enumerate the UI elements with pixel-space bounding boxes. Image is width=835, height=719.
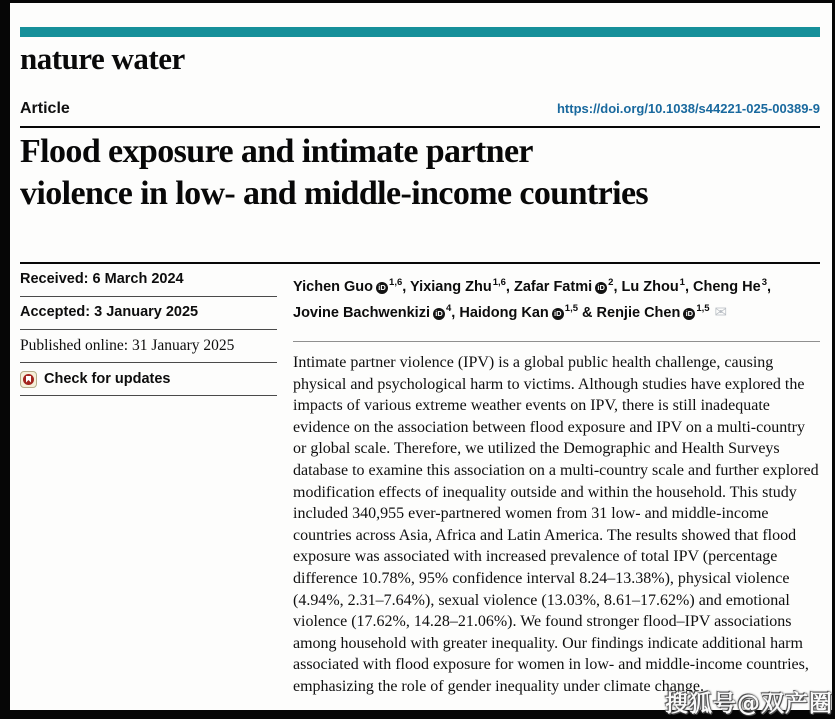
accepted-date: Accepted: 3 January 2025 [20,297,277,330]
affiliation-superscript: 2 [608,277,614,288]
journal-logo: nature water [20,41,185,76]
authors-divider [293,341,820,342]
author-name[interactable]: Zafar Fatmi [513,278,593,295]
affiliation-superscript: 1,5 [564,302,578,314]
affiliation-superscript: 1,5 [696,302,710,314]
watermark: 搜狐号@双产圈 [665,691,833,717]
crossmark-icon [20,371,37,388]
article-title-line-2: violence in low- and middle-income countries [20,175,649,212]
author-name[interactable]: Lu Zhou [621,278,679,295]
orcid-icon[interactable]: iD [683,308,695,320]
journal-brand-bar [20,27,820,37]
article-title [20,131,820,215]
article-type-label: Article [20,100,70,117]
email-icon[interactable]: ✉ [714,303,728,321]
article-metadata-column [20,264,277,396]
author-name[interactable]: Renjie Chen [596,304,681,321]
article-title-line-1: Flood exposure and intimate partner [20,133,533,170]
article-body-column [293,264,820,710]
affiliation-superscript: 1,6 [492,277,506,288]
orcid-icon[interactable]: iD [433,308,445,320]
orcid-icon[interactable]: iD [595,282,607,294]
orcid-icon[interactable]: iD [376,282,388,294]
published-online-date: Published online: 31 January 2025 [20,330,277,363]
author-name[interactable]: Cheng He [693,278,761,295]
article-page [10,3,832,710]
affiliation-superscript: 4 [446,302,452,314]
orcid-icon[interactable]: iD [552,308,564,320]
affiliation-superscript: 1,6 [389,277,403,288]
header-divider [20,126,820,128]
received-date: Received: 6 March 2024 [20,264,277,297]
author-list: Yichen Guo iD $^{1,6}$, Yixiang Zhu$^{1,6}$, Zafar Fatmi iD $^2$, Lu Zhou$^1$, Cheng He$^3$, Jovine Bachwenkizi iD $^4$, Haidong Kan iD $^{1,5}$ & Renjie Chen iD $^{1,5}$ ✉ [293,277,772,321]
abstract-text: Intimate partner violence (IPV) is a global public health challenge, causing physical and psychological harm to victims. Although studies have explored the impacts of various extreme weather events on IPV, there is still inadequate evidence on the association between flood exposure and IPV on a multi-country or global scale. Therefore, we utilized the Demographic and Health Surveys database to examine this association on a multi-country scale and further explored modification effects of inequality outside and within the household. This study included 340,955 ever-partnered women from 31 low- and middle-income countries across Asia, Africa and Latin America. The results showed that flood exposure was associated with increased prevalence of total IPV (percentage difference 10.78%, 95% confidence interval 8.24–13.38%), physical violence (4.94%, 2.31–7.64%), sexual violence (13.03%, 8.61–17.62%) and emotional violence (17.62%, 14.28–21.06%). We found stronger flood–IPV associations among household with greater inequality. Our findings indicate additional harm associated with flood exposure for women in low- and middle-income countries, emphasizing the role of gender inequality under climate change. [293,354,819,695]
article-header-row [20,100,820,118]
author-name[interactable]: Yichen Guo [293,278,374,295]
author-name[interactable]: Haidong Kan [459,304,549,321]
affiliation-superscript: 3 [761,277,767,288]
author-name[interactable]: Jovine Bachwenkizi [293,304,430,321]
affiliation-superscript: 1 [679,277,685,288]
check-for-updates-button[interactable] [20,363,277,396]
page-content [20,3,820,710]
author-name[interactable]: Yixiang Zhu [410,278,492,295]
check-for-updates-label: Check for updates [44,370,171,387]
doi-link[interactable]: https://doi.org/10.1038/s44221-025-00389-9 [556,101,820,116]
